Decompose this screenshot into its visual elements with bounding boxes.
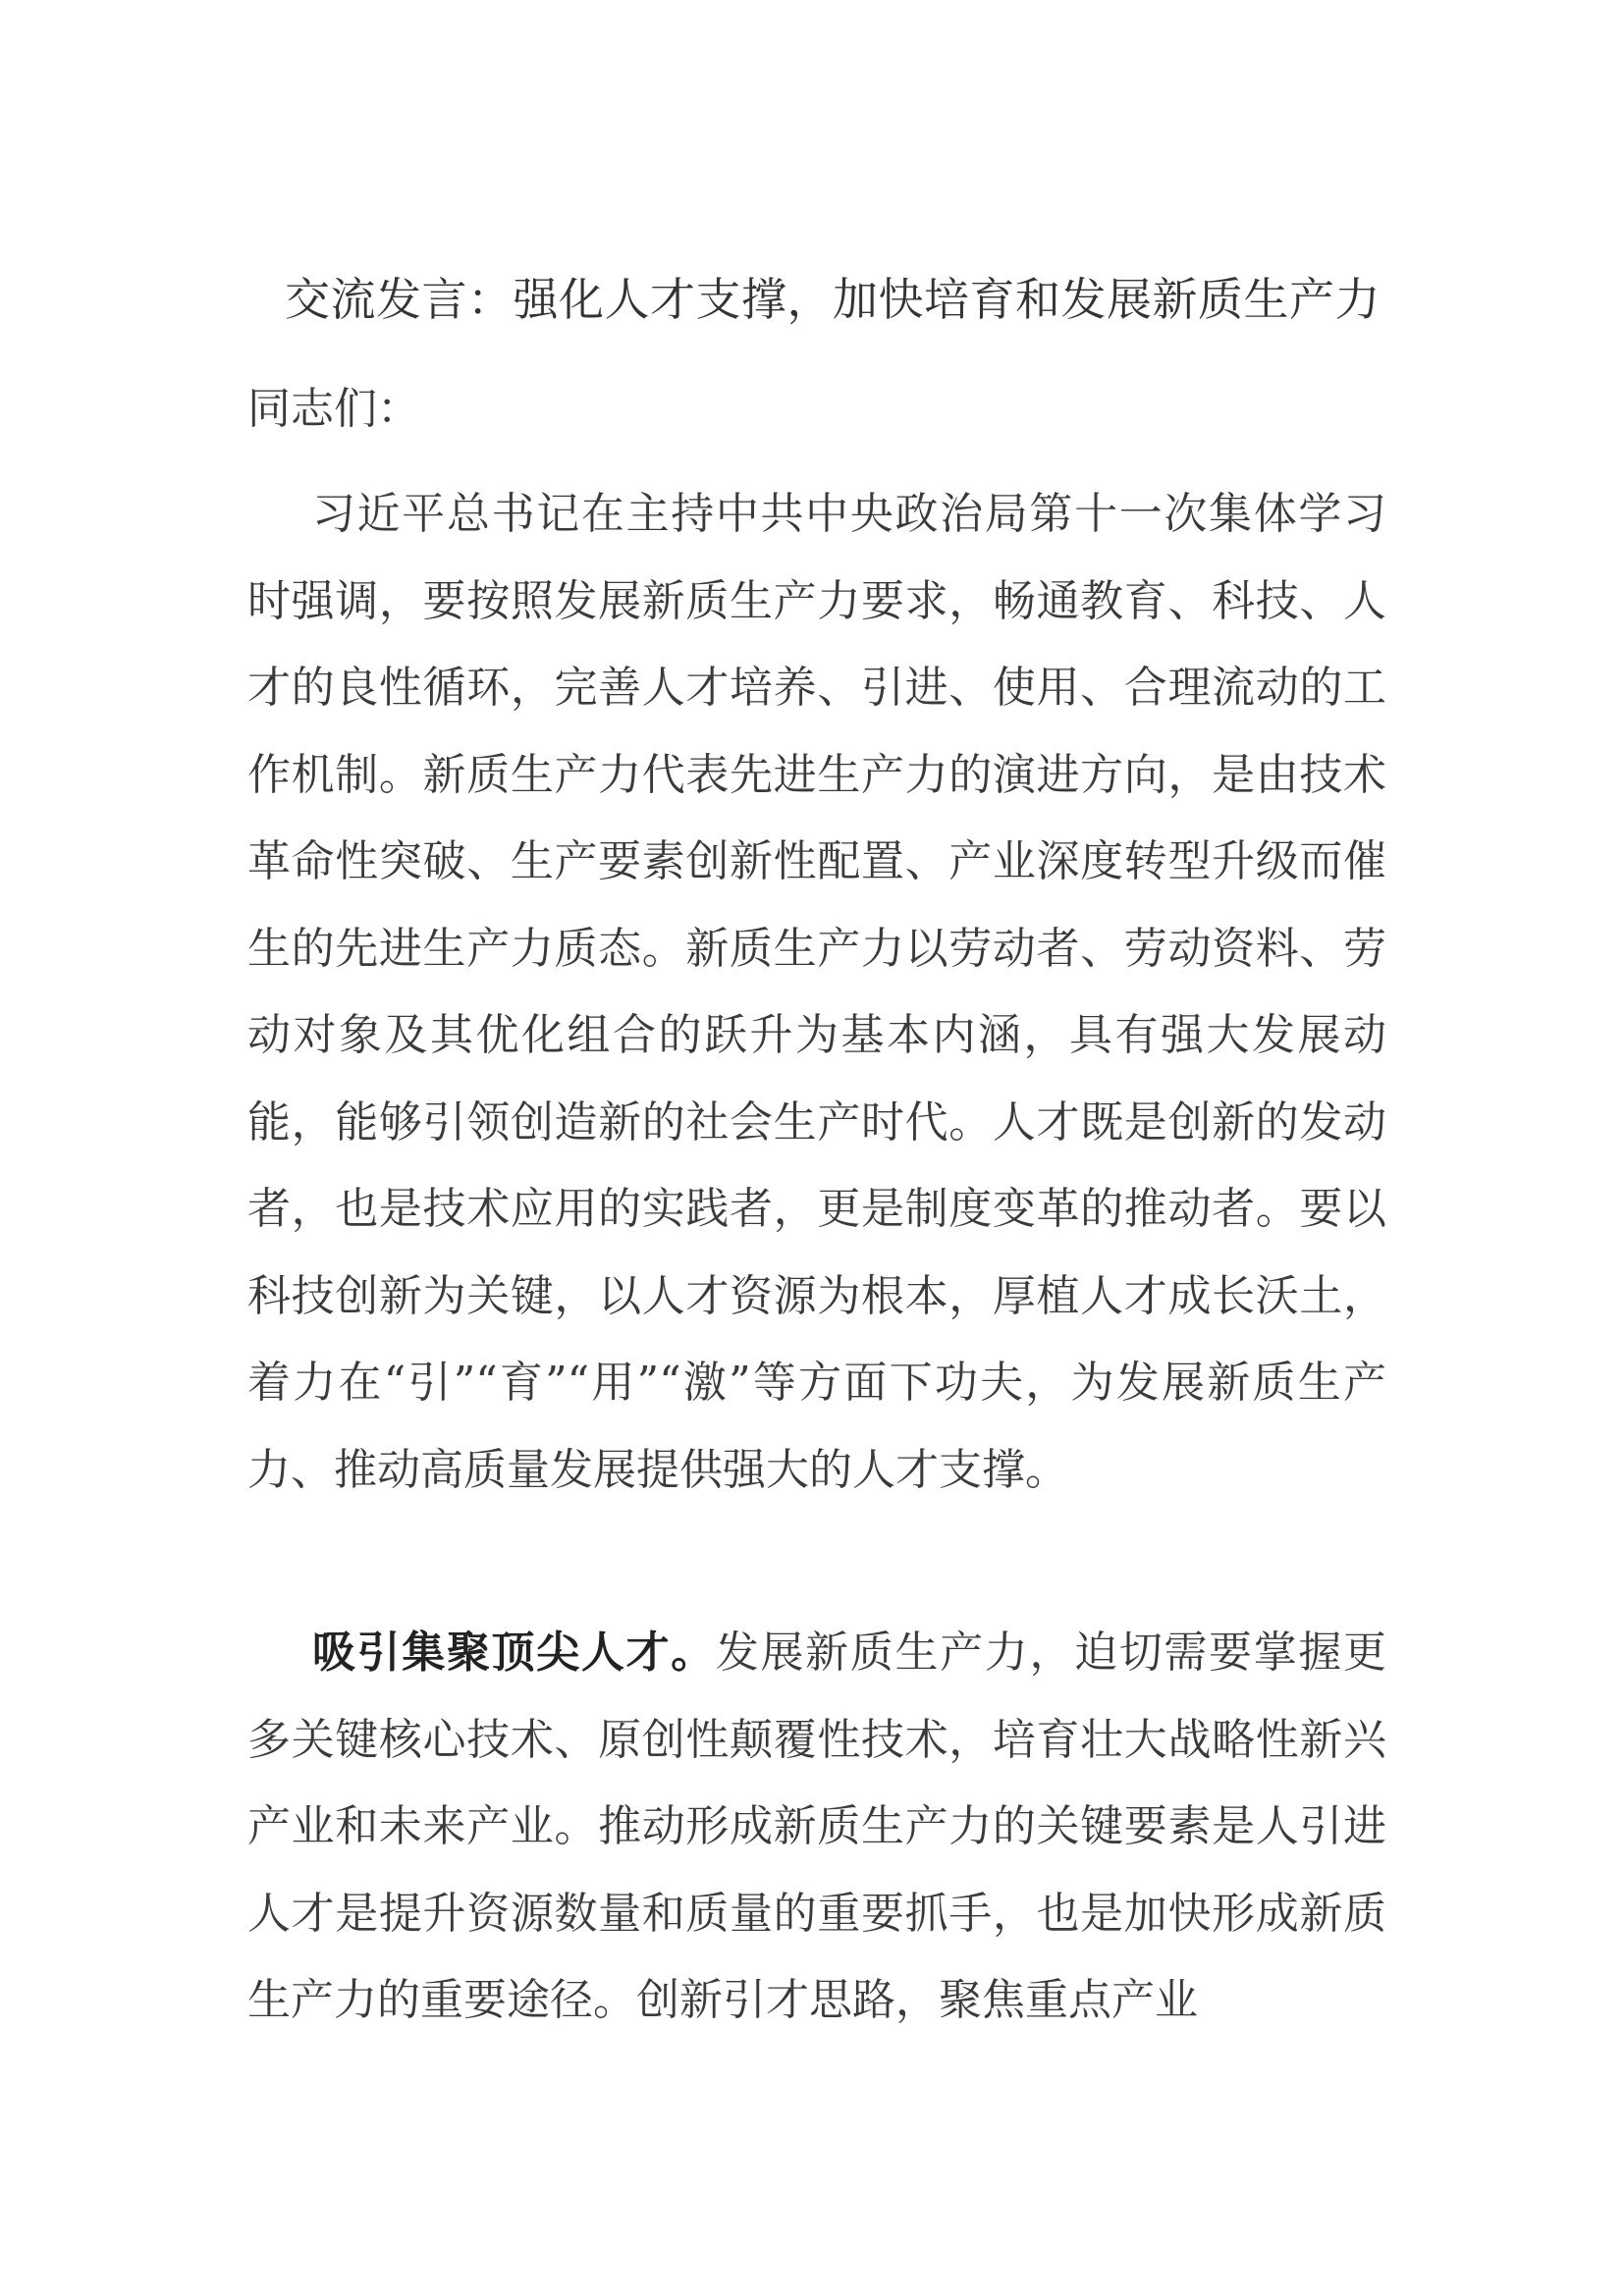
greeting: 同志们：: [247, 384, 420, 434]
document-title: 交流发言：强化人才支撑，加快培育和发展新质生产力: [285, 273, 1380, 326]
paragraph-body: 发展新质生产力，迫切需要掌握更多关键核心技术、原创性颠覆性技术，培育壮大战略性新兴产业和未来产业。推动形成新质生产力的关键要素是人引进人才是提升资源数量和质量的重要抓手，也是加快形成新质生产力的重要途径。创新引才思路，聚焦重点产业: [247, 1628, 1387, 2025]
paragraph-heading: 吸引集聚顶尖人才。: [312, 1628, 716, 1678]
paragraph-attract-talent: [247, 1610, 1386, 2045]
paragraph-intro: 习近平总书记在主持中共中央政治局第十一次集体学习时强调，要按照发展新质生产力要求，畅通教育、科技、人才的良性循环，完善人才培养、引进、使用、合理流动的工作机制。新质生产力代表先进生产力的演进方向，是由技术革命性突破、生产要素创新性配置、产业深度转型升级而催生的先进生产力质态。新质生产力以劳动者、劳动资料、劳动对象及其优化组合的跃升为基本内涵，具有强大发展动能，能够引领创造新的社会生产时代。人才既是创新的发动者，也是技术应用的实践者，更是制度变革的推动者。要以科技创新为关键，以人才资源为根本，厚植人才成长沃土，着力在“引”“育”“用”“激”等方面下功夫，为发展新质生产力、推动高质量发展提供强大的人才支撑。: [247, 489, 1386, 1495]
